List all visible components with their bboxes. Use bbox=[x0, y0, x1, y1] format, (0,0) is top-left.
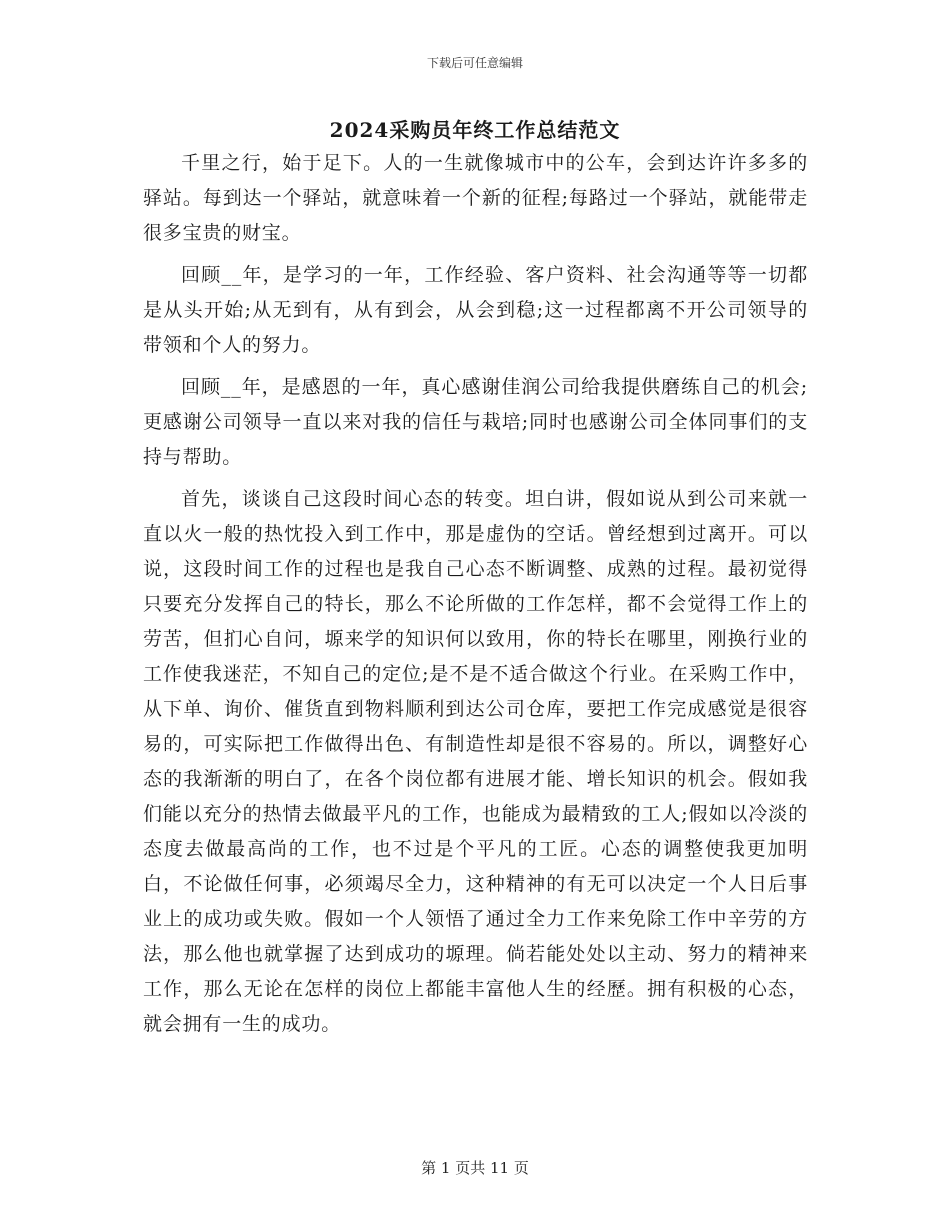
paragraph-mindset-change: 首先，谈谈自己这段时间心态的转变。坦白讲，假如说从到公司来就一直以火一般的热忱投入到工作中，那是虚伪的空话。曾经想到过离开。可以说，这段时间工作的过程也是我自己心态不断调整、成熟的过程。最初觉得只要充分发挥自己的特长，那么不论所做的工作怎样，都不会觉得工作上的劳苦，但扪心自问，塬来学的知识何以致用，你的特长在哪里，刚换行业的工作使我迷茫，不知自己的定位;是不是不适合做这个行业。在采购工作中，从下单、询价、催货直到物料顺利到达公司仓库，要把工作完成感觉是很容易的，可实际把工作做得出色、有制造性却是很不容易的。所以，调整好心态的我渐渐的明白了，在各个岗位都有进展才能、增长知识的机会。假如我们能以充分的热情去做最平凡的工作，也能成为最精致的工人;假如以冷淡的态度去做最高尚的工作，也不过是个平凡的工匠。心态的调整使我更加明白，不论做任何事，必须竭尽全力，这种精神的有无可以决定一个人日后事业上的成功或失败。假如一个人领悟了通过全力工作来免除工作中辛劳的方法，那么他也就掌握了达到成功的塬理。倘若能处处以主动、努力的精神来工作，那么无论在怎样的岗位上都能丰富他人生的经歷。拥有积极的心态，就会拥有一生的成功。 bbox=[143, 488, 808, 1035]
document-title: 2024采购员年终工作总结范文 bbox=[329, 118, 621, 142]
header-note: 下载后可任意编辑 bbox=[426, 56, 523, 70]
page-number: 第 1 页共 11 页 bbox=[421, 1159, 529, 1177]
paragraph-review-learning: 回顾__年，是学习的一年，工作经验、客户资料、社会沟通等等一切都是从头开始;从无到有，从有到会，从会到稳;这一过程都离不开公司领导的带领和个人的努力。 bbox=[143, 264, 808, 356]
paragraph-intro: 千里之行，始于足下。人的一生就像城市中的公车，会到达许许多多的驿站。每到达一个驿站，就意味着一个新的征程;每路过一个驿站，就能带走很多宝贵的财宝。 bbox=[143, 152, 808, 244]
document-body bbox=[143, 146, 808, 1049]
paragraph-review-gratitude: 回顾__年，是感恩的一年，真心感谢佳润公司给我提供磨练自己的机会;更感谢公司领导一直以来对我的信任与栽培;同时也感谢公司全体同事们的支持与帮助。 bbox=[143, 376, 808, 468]
